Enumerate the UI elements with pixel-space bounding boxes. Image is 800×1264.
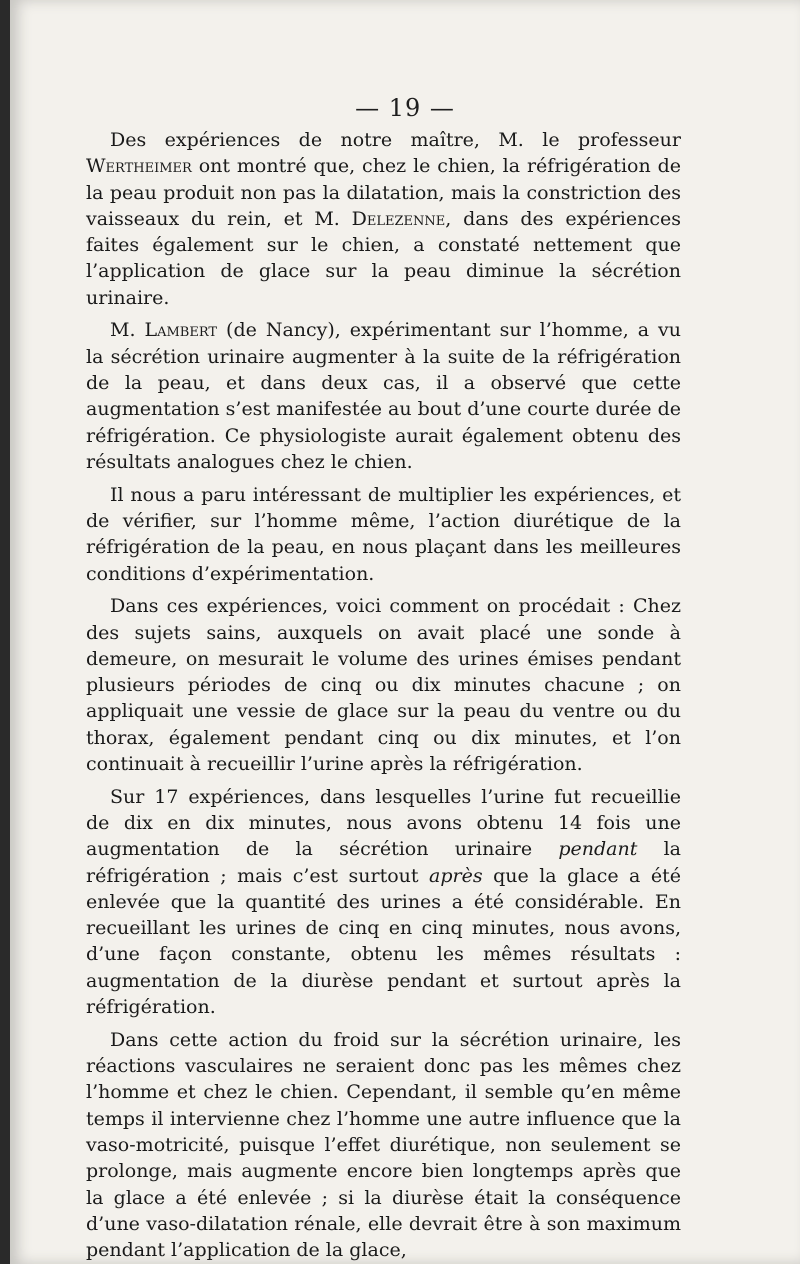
emphasis-pendant: pendant bbox=[558, 838, 638, 861]
page-number: — 19 — bbox=[355, 94, 455, 122]
body-text bbox=[86, 127, 681, 1263]
author-name-wertheimer: Wertheimer bbox=[86, 155, 192, 178]
paragraph-5: Sur 17 expériences, dans lesquelles l’urine fut recueillie de dix en dix minutes, nous avons obtenu 14 fois une augmentation de la sécrétion urinaire pendant la réfrigération ; mais c’est surtout après que la glace a été enlevée que la quantité des urines a été considérable. En recueillant les urines de cinq en cinq minutes, nous avons, d’une façon constante, obtenu les mêmes résultats : augmentation de la diurèse pendant et surtout après la réfrigération. bbox=[86, 785, 681, 1019]
author-name-delezenne: Delezenne bbox=[351, 207, 446, 230]
paragraph-2: M. Lambert (de Nancy), expérimentant sur l’homme, a vu la sécrétion urinaire augmenter à la suite de la réfrigération de la peau, et dans deux cas, il a observé que cette augmentation s’est manifestée au bout d’une courte durée de réfrigération. Ce physiologiste aurait également obtenu des résultats analogues chez le chien. bbox=[86, 319, 681, 473]
book-page bbox=[10, 0, 800, 1264]
paragraph-1: Des expériences de notre maître, M. le professeur Wertheimer ont montré que, chez le chien, la réfrigération de la peau produit non pas la dilatation, mais la constriction des vaisseaux du rein, et M. Delezenne, dans des expériences faites également sur le chien, a constaté nettement que l’application de glace sur la peau diminue la sécrétion urinaire. bbox=[86, 129, 681, 309]
paragraph-6: Dans cette action du froid sur la sécrétion urinaire, les réactions vasculaires ne seraient donc pas les mêmes chez l’homme et chez le chien. Cependant, il semble qu’en même temps il intervienne chez l’homme une autre influence que la vaso-motricité, puisque l’effet diurétique, non seulement se prolonge, mais augmente encore bien longtemps après que la glace a été enlevée ; si la diurèse était la conséquence d’une vaso-dilatation rénale, elle devrait être à son maximum pendant l’application de la glace, bbox=[86, 1028, 681, 1262]
emphasis-apres: après bbox=[429, 864, 483, 887]
author-name-lambert: Lambert bbox=[144, 319, 218, 342]
paragraph-3: Il nous a paru intéressant de multiplier les expériences, et de vérifier, sur l’homme même, l’action diurétique de la réfrigération de la peau, en nous plaçant dans les meilleures conditions d’expérimentation. bbox=[86, 483, 681, 585]
paragraph-4: Dans ces expériences, voici comment on procédait : Chez des sujets sains, auxquels on avait placé une sonde à demeure, on mesurait le volume des urines émises pendant plusieurs périodes de cinq ou dix minutes chacune ; on appliquait une vessie de glace sur la peau du ventre ou du thorax, également pendant cinq ou dix minutes, et l’on continuait à recueillir l’urine après la réfrigération. bbox=[86, 595, 681, 775]
